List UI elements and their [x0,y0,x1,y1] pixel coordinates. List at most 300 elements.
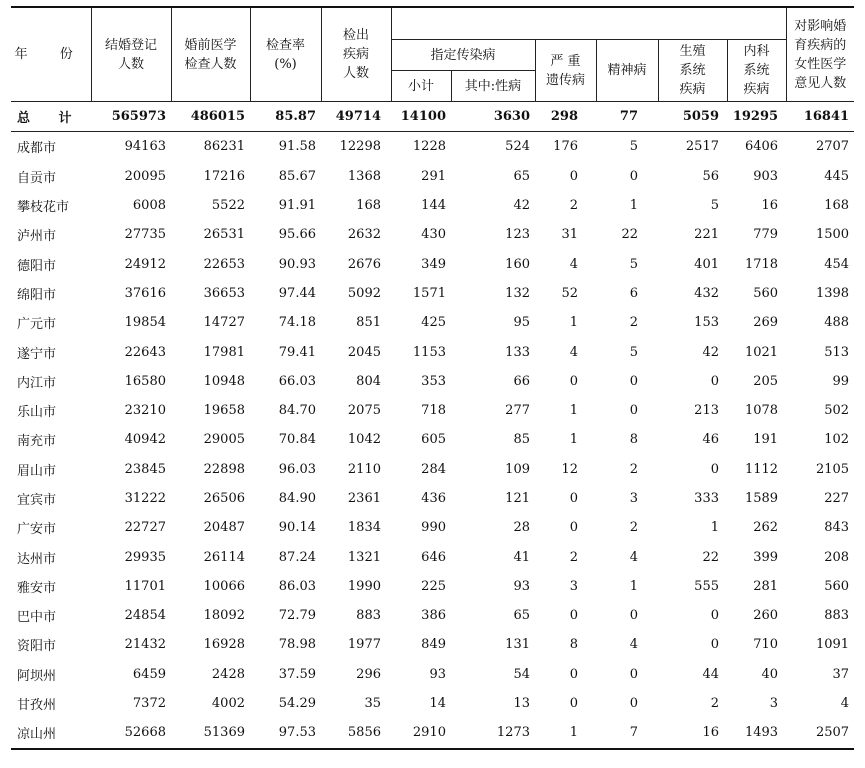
table-row [11,308,854,337]
cell-infectious-subtotal: 1571 [412,285,446,301]
region-name: 阿坝州 [17,668,57,684]
cell-infectious-subtotal: 291 [421,168,446,184]
cell-exam-rate: 90.93 [278,256,316,272]
cell-internal-count: 560 [753,285,779,301]
cell-infectious-subtotal: 990 [421,520,446,536]
header-exam-line1: 婚前医学 [184,37,237,53]
region-name: 凉山州 [11,718,91,748]
cell-reproductive-count: 555 [694,578,719,594]
header-internal-line3: 疾病 [743,82,770,97]
cell-exam-rate: 91.58 [278,139,316,155]
table-body [11,102,854,749]
cell-exam-count: 22653 [203,256,245,272]
cell-mental-count: 0 [629,373,638,389]
region-name: 绵阳市 [17,287,57,303]
cell-std-count: 41 [513,549,530,565]
cell-reproductive-count: 401 [694,256,719,272]
cell-mental-count: 22 [621,227,638,243]
cell-exam-rate: 85.87 [250,102,321,132]
cell-genetic-count: 0 [569,491,578,506]
cell-exam-count: 26506 [203,491,245,506]
region-name: 甘孜州 [17,698,57,714]
header-genetic [535,40,596,102]
cell-mental-count: 4 [629,637,638,653]
cell-exam-rate: 87.24 [278,549,316,565]
header-internal-line1: 内科 [743,44,770,59]
cell-exam-count: 16928 [203,637,245,653]
cell-std-count: 95 [513,315,530,331]
cell-genetic-count: 0 [569,168,578,184]
region-name: 泸州市 [17,229,57,245]
cell-mental-count: 8 [629,432,638,448]
cell-std-count: 1273 [451,718,535,748]
cell-mental-count: 3 [629,491,638,506]
header-detected-line2: 疾病 [342,47,369,62]
cell-exam-rate: 66.03 [278,373,316,389]
header-female-line3: 女性医学 [794,56,847,72]
cell-exam-rate: 74.18 [278,315,316,331]
header-exam-rate [250,7,321,102]
region-name: 攀枝花市 [17,200,70,216]
cell-reproductive-count: 333 [694,491,719,506]
cell-female-advice-count: 16841 [786,102,854,132]
cell-exam-rate: 84.90 [278,491,316,506]
region-name: 宜宾市 [17,493,57,508]
region-name: 总 计 [11,102,91,132]
cell-internal-count: 3 [769,696,779,712]
cell-exam-count: 17216 [203,168,245,184]
cell-reproductive-count: 22 [702,549,719,565]
region-name: 达州市 [17,551,57,567]
cell-exam-rate: 79.41 [278,344,316,360]
cell-genetic-count: 8 [569,637,578,653]
cell-reproductive-count: 5 [710,198,719,214]
cell-mental-count: 2 [629,461,638,477]
cell-genetic-count: 0 [569,608,578,624]
cell-internal-count: 1021 [744,344,779,360]
cell-detected: 1977 [347,637,381,653]
cell-exam-rate: 54.29 [278,696,316,712]
cell-std-count: 3630 [451,102,535,132]
cell-detected: 5092 [347,285,381,301]
cell-female-advice-count: 843 [824,520,850,536]
cell-detected: 2361 [347,491,381,506]
cell-registrations: 40942 [124,432,166,448]
cell-exam-count: 29005 [203,432,245,448]
header-registrations-line2: 人数 [117,56,144,72]
cell-registrations: 16580 [124,373,166,389]
cell-infectious-subtotal: 605 [421,432,446,448]
cell-reproductive-count: 0 [710,637,719,653]
cell-female-advice-count: 208 [824,549,850,565]
cell-exam-rate: 96.03 [278,461,316,477]
cell-exam-rate: 91.91 [278,198,316,214]
cell-detected: 1042 [347,432,381,448]
cell-exam-count: 10066 [203,578,245,594]
header-reproductive [658,40,727,102]
cell-exam-count: 14727 [203,315,245,331]
cell-std-count: 277 [505,403,530,419]
region-name: 雅安市 [17,580,57,596]
cell-infectious-subtotal: 14100 [391,102,451,132]
cell-exam-rate: 95.66 [278,227,316,243]
statistics-table [11,6,854,750]
table-row [11,630,854,659]
cell-detected: 2676 [347,256,381,272]
cell-detected: 5856 [321,718,391,748]
cell-female-advice-count: 227 [824,491,850,506]
cell-genetic-count: 1 [569,315,578,331]
cell-registrations: 22643 [124,344,166,360]
cell-genetic-count: 52 [561,285,578,301]
cell-detected: 296 [356,666,381,682]
cell-internal-count: 191 [753,432,779,448]
cell-internal-count: 1493 [727,718,786,748]
cell-internal-count: 281 [753,578,779,594]
cell-registrations: 6008 [132,198,166,214]
header-repro-line1: 生殖 [679,44,706,59]
cell-registrations: 23210 [124,403,166,419]
cell-mental-count: 4 [629,549,638,565]
cell-registrations: 22727 [124,520,166,536]
cell-infectious-subtotal: 386 [421,608,446,624]
cell-genetic-count: 31 [561,227,578,243]
cell-exam-count: 18092 [203,608,245,624]
cell-genetic-count: 298 [535,102,596,132]
header-std: 其中:性病 [451,71,535,102]
cell-mental-count: 5 [629,256,638,272]
table-row [11,425,854,454]
cell-std-count: 160 [505,256,530,272]
table-row [11,132,854,162]
table-row [11,572,854,601]
cell-internal-count: 1718 [744,256,779,272]
header-genetic-line1: 严 重 [550,53,581,69]
cell-infectious-subtotal: 430 [421,227,446,243]
header-year: 年 份 [11,7,91,102]
header-rate-line1: 检查率 [265,37,305,53]
cell-std-count: 131 [505,637,530,653]
cell-genetic-count: 1 [569,403,578,419]
table-row [11,191,854,220]
cell-exam-count: 36653 [203,285,245,301]
cell-infectious-subtotal: 718 [421,403,446,419]
cell-genetic-count: 0 [569,373,578,389]
cell-mental-count: 2 [629,520,638,536]
region-name: 巴中市 [17,610,57,626]
cell-exam-count: 51369 [171,718,250,748]
table-row [11,455,854,484]
region-name: 眉山市 [17,463,57,479]
cell-exam-count: 19658 [203,403,245,419]
cell-female-advice-count: 2507 [786,718,854,748]
cell-reproductive-count: 2 [710,696,719,712]
cell-exam-rate: 97.44 [278,285,316,301]
cell-infectious-subtotal: 1153 [412,344,446,360]
header-subtotal: 小计 [391,71,451,102]
header-registrations-line1: 结婚登记 [104,37,157,53]
cell-exam-count: 17981 [203,344,245,360]
table-row [11,601,854,630]
cell-std-count: 123 [505,227,530,243]
cell-infectious-subtotal: 849 [421,637,446,653]
cell-infectious-subtotal: 93 [429,666,446,682]
cell-detected: 1368 [347,168,381,184]
cell-std-count: 66 [513,373,530,389]
header-repro-line2: 系统 [679,63,706,78]
region-name: 广安市 [17,522,57,538]
cell-std-count: 42 [513,198,530,214]
cell-female-advice-count: 102 [824,432,850,448]
header-registrations [91,7,171,102]
cell-registrations: 24912 [124,256,166,272]
header-female-advice [786,7,854,102]
cell-mental-count: 1 [629,198,638,214]
cell-internal-count: 262 [753,520,779,536]
cell-female-advice-count: 445 [824,168,850,184]
cell-registrations: 29935 [124,549,166,565]
cell-detected: 804 [356,373,381,389]
cell-genetic-count: 1 [535,718,596,748]
cell-internal-count: 205 [753,373,779,389]
cell-detected: 1990 [347,578,381,594]
cell-internal-count: 19295 [727,102,786,132]
cell-infectious-subtotal: 646 [421,549,446,565]
cell-mental-count: 7 [596,718,658,748]
cell-female-advice-count: 454 [824,256,850,272]
cell-exam-count: 2428 [211,666,245,682]
table-row [11,689,854,718]
cell-exam-rate: 97.53 [250,718,321,748]
region-name: 南充市 [17,434,57,450]
cell-genetic-count: 2 [569,198,578,214]
cell-registrations: 20095 [124,168,166,184]
cell-std-count: 28 [513,520,530,536]
cell-mental-count: 5 [629,344,638,360]
cell-reproductive-count: 56 [702,168,719,184]
header-female-line4: 意见人数 [794,75,847,91]
cell-registrations: 19854 [124,315,166,331]
table-row [11,279,854,308]
cell-reproductive-count: 1 [710,520,719,536]
header-disease-group [391,7,786,40]
cell-exam-rate: 85.67 [278,168,316,184]
cell-mental-count: 0 [629,666,638,682]
table-row [11,660,854,689]
cell-exam-rate: 90.14 [278,520,316,536]
region-name: 资阳市 [17,639,57,655]
cell-mental-count: 77 [596,102,658,132]
cell-infectious-subtotal: 349 [421,256,446,272]
cell-registrations: 23845 [124,461,166,477]
header-genetic-line2: 遗传病 [545,72,585,88]
region-name: 广元市 [17,317,57,333]
cell-reproductive-count: 221 [694,227,719,243]
cell-exam-rate: 86.03 [278,578,316,594]
cell-detected: 49714 [321,102,391,132]
cell-female-advice-count: 513 [824,344,850,360]
cell-reproductive-count: 0 [710,461,719,477]
cell-exam-rate: 84.70 [278,403,316,419]
cell-exam-count: 86231 [203,139,245,155]
header-exam-line2: 检查人数 [184,56,237,72]
cell-internal-count: 903 [753,168,779,184]
table-row [11,542,854,571]
table-row [11,249,854,278]
cell-infectious-subtotal: 1228 [412,139,446,155]
cell-genetic-count: 3 [569,578,578,594]
cell-mental-count: 1 [629,578,638,594]
cell-std-count: 13 [513,696,530,712]
cell-female-advice-count: 1398 [815,285,850,301]
cell-female-advice-count: 560 [824,578,850,594]
header-repro-line3: 疾病 [679,82,706,97]
table-row [11,220,854,249]
header-detected-line1: 检出 [342,28,369,43]
cell-mental-count: 6 [629,285,638,301]
cell-internal-count: 399 [753,549,779,565]
cell-internal-count: 1589 [744,491,779,506]
cell-genetic-count: 2 [569,549,578,565]
header-detected-line3: 人数 [342,66,369,81]
region-name: 遂宁市 [17,346,57,362]
cell-registrations: 6459 [132,666,166,682]
region-name: 自贡市 [17,170,57,186]
cell-registrations: 24854 [124,608,166,624]
header-exam-count [171,7,250,102]
cell-genetic-count: 4 [569,256,578,272]
cell-genetic-count: 0 [569,520,578,536]
header-female-line1: 对影响婚 [794,18,847,34]
cell-mental-count: 5 [629,139,638,155]
cell-genetic-count: 176 [553,139,578,155]
region-name: 德阳市 [17,258,57,274]
cell-exam-count: 5522 [211,198,245,214]
cell-internal-count: 269 [753,315,779,331]
cell-reproductive-count: 0 [710,608,719,624]
cell-registrations: 27735 [124,227,166,243]
cell-detected: 168 [356,198,381,214]
cell-detected: 851 [356,315,381,331]
table-row [11,367,854,396]
cell-registrations: 565973 [91,102,171,132]
header-detected [321,7,391,102]
cell-genetic-count: 0 [569,696,578,712]
cell-exam-count: 4002 [211,696,245,712]
cell-exam-rate: 72.79 [278,608,316,624]
header-infectious: 指定传染病 [391,40,535,71]
cell-registrations: 52668 [91,718,171,748]
cell-exam-count: 10948 [203,373,245,389]
cell-std-count: 65 [513,608,530,624]
cell-genetic-count: 1 [569,432,578,448]
cell-detected: 2632 [347,227,381,243]
cell-infectious-subtotal: 425 [421,315,446,331]
region-name: 内江市 [17,375,57,391]
cell-exam-rate: 78.98 [278,637,316,653]
header-internal-line2: 系统 [743,63,770,78]
cell-genetic-count: 4 [569,344,578,360]
cell-reproductive-count: 16 [658,718,727,748]
cell-std-count: 121 [505,491,530,506]
cell-exam-count: 26531 [203,227,245,243]
cell-internal-count: 1112 [744,461,779,477]
header-mental: 精神病 [596,40,658,102]
cell-female-advice-count: 1091 [815,637,850,653]
cell-detected: 12298 [339,139,381,155]
table-row [11,718,854,748]
cell-mental-count: 0 [629,696,638,712]
cell-detected: 1834 [347,520,381,536]
table-row [11,513,854,542]
cell-mental-count: 0 [629,168,638,184]
table-row [11,162,854,191]
cell-female-advice-count: 168 [824,198,850,214]
cell-internal-count: 260 [753,608,779,624]
cell-std-count: 133 [505,344,530,360]
cell-reproductive-count: 46 [702,432,719,448]
cell-reproductive-count: 153 [694,315,719,331]
cell-internal-count: 6406 [744,139,779,155]
cell-female-advice-count: 2707 [815,139,850,155]
table-row [11,337,854,366]
cell-std-count: 93 [513,578,530,594]
cell-infectious-subtotal: 14 [429,696,446,712]
header-female-line2: 育疾病的 [794,37,847,53]
cell-infectious-subtotal: 284 [421,461,446,477]
cell-detected: 35 [364,696,381,712]
cell-reproductive-count: 432 [694,285,719,301]
cell-internal-count: 40 [761,666,779,682]
cell-detected: 2075 [347,403,381,419]
cell-female-advice-count: 502 [824,403,850,419]
cell-female-advice-count: 99 [832,373,850,389]
header-internal [727,40,786,102]
cell-female-advice-count: 37 [832,666,850,682]
cell-female-advice-count: 1500 [815,227,850,243]
cell-exam-rate: 70.84 [278,432,316,448]
cell-registrations: 37616 [124,285,166,301]
cell-registrations: 11701 [124,578,166,594]
cell-reproductive-count: 5059 [658,102,727,132]
cell-reproductive-count: 0 [710,373,719,389]
cell-detected: 1321 [347,549,381,565]
cell-internal-count: 779 [753,227,779,243]
region-name: 成都市 [17,141,57,157]
table-row [11,396,854,425]
cell-infectious-subtotal: 353 [421,373,446,389]
cell-infectious-subtotal: 144 [421,198,446,214]
cell-detected: 883 [356,608,381,624]
cell-infectious-subtotal: 2910 [391,718,451,748]
cell-infectious-subtotal: 225 [421,578,446,594]
cell-female-advice-count: 883 [824,608,850,624]
cell-internal-count: 1078 [744,403,779,419]
cell-female-advice-count: 2105 [815,461,850,477]
cell-reproductive-count: 44 [702,666,719,682]
cell-exam-count: 20487 [203,520,245,536]
cell-reproductive-count: 213 [694,403,719,419]
table-row [11,484,854,513]
cell-mental-count: 0 [629,403,638,419]
cell-infectious-subtotal: 436 [421,491,446,506]
cell-reproductive-count: 42 [702,344,719,360]
cell-reproductive-count: 2517 [685,139,719,155]
cell-female-advice-count: 488 [824,315,850,331]
cell-exam-rate: 37.59 [278,666,316,682]
cell-exam-count: 26114 [203,549,245,565]
cell-internal-count: 16 [761,198,779,214]
